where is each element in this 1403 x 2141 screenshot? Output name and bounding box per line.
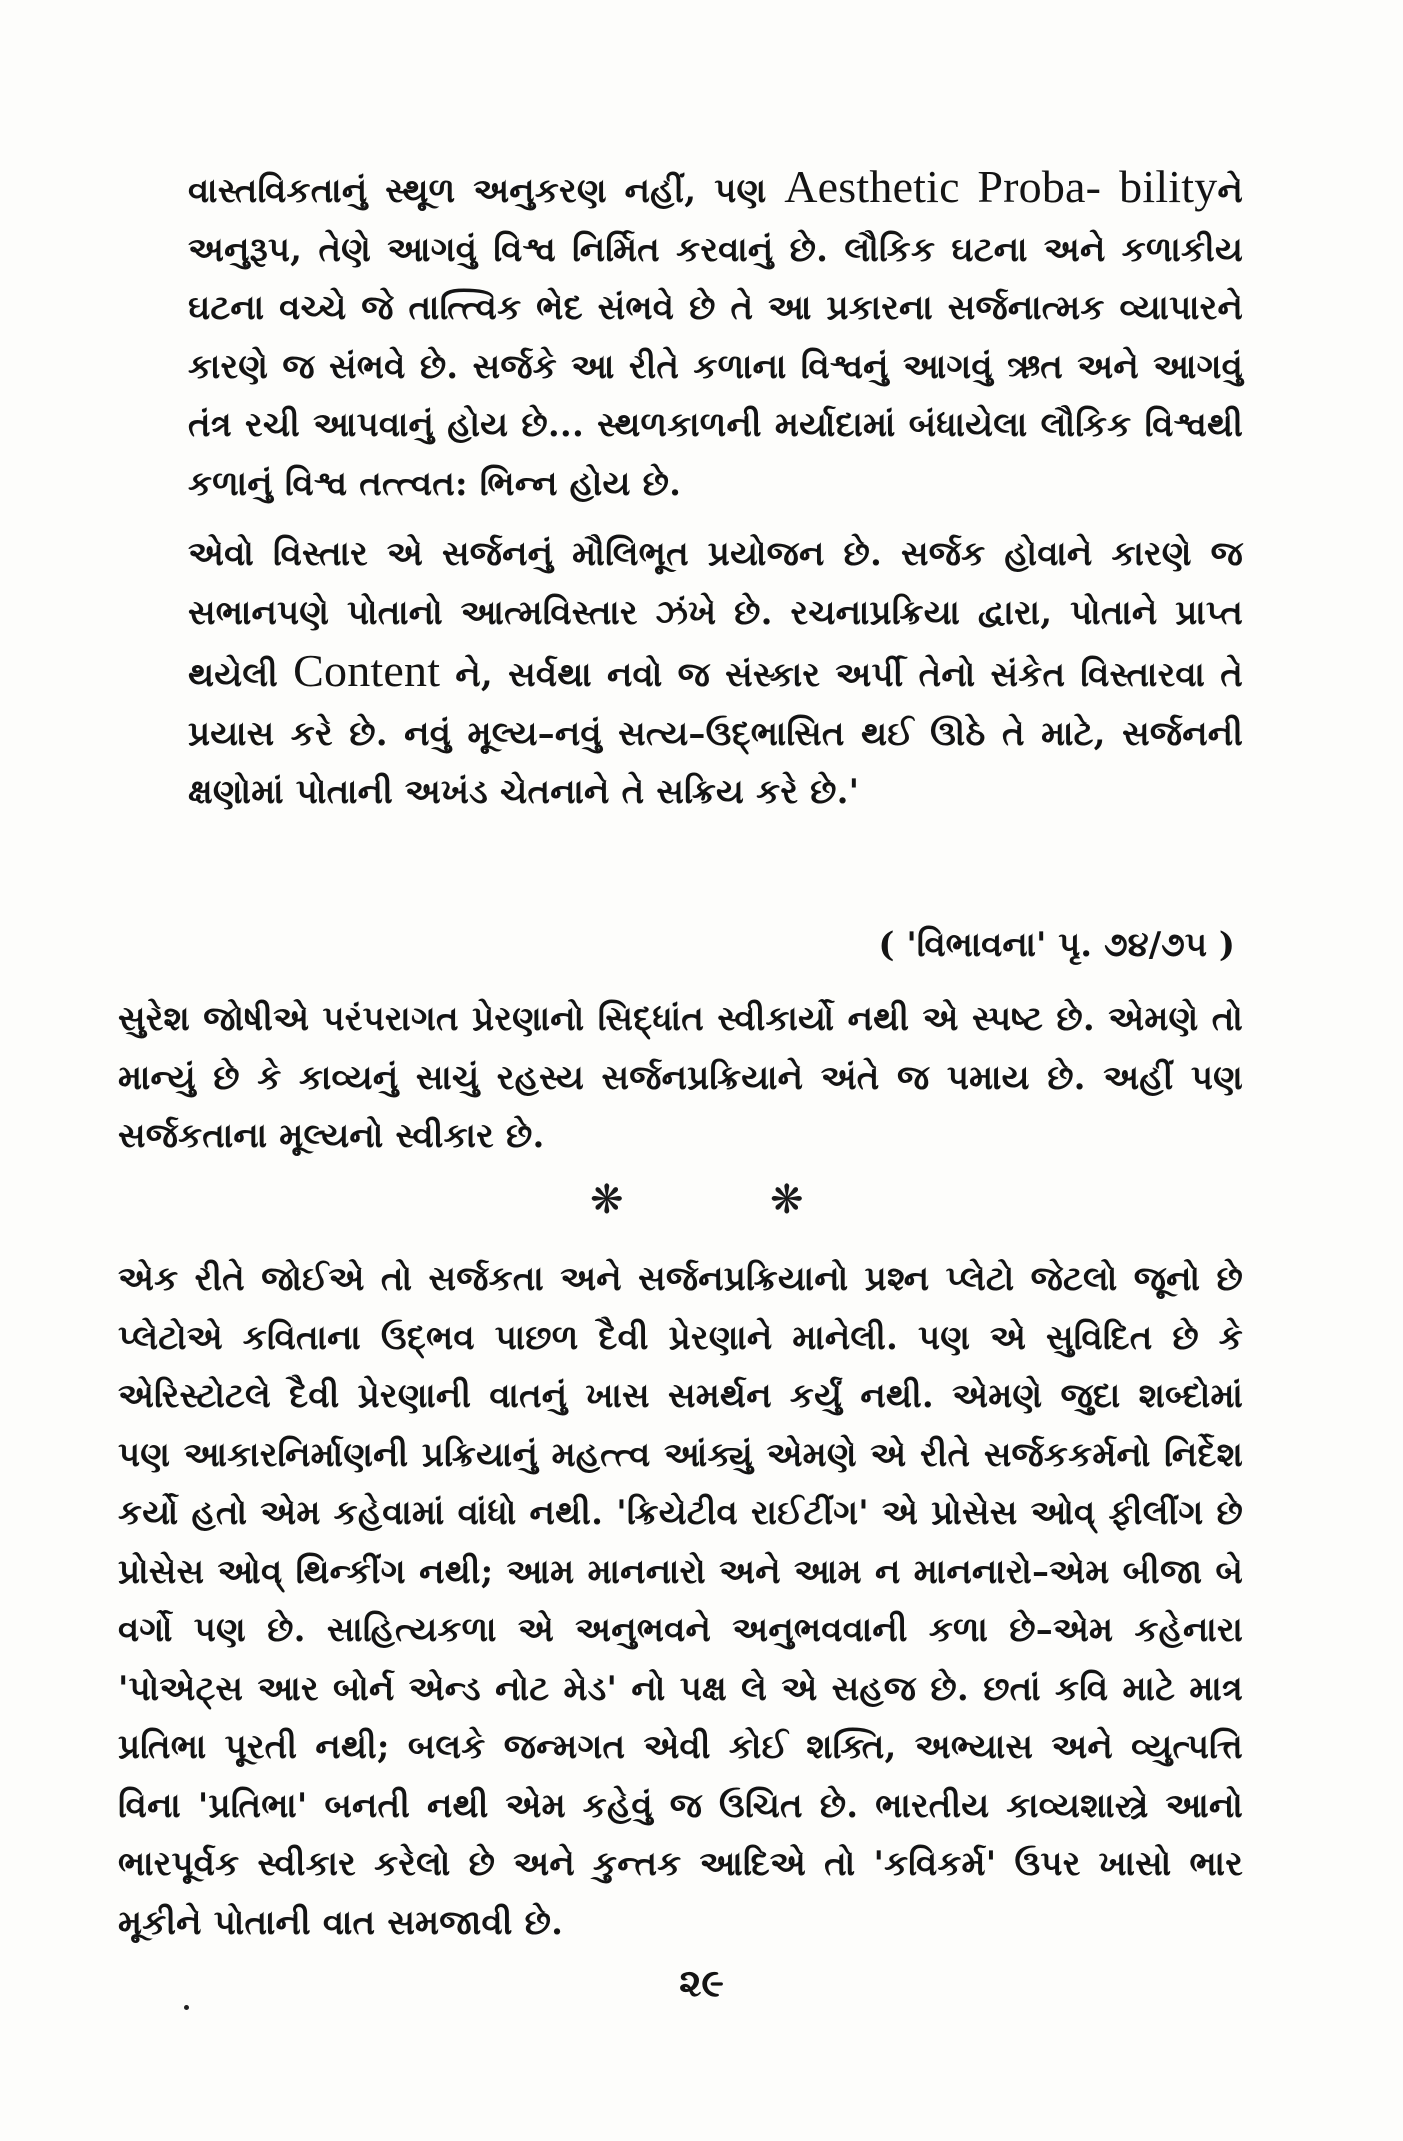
asterism-icon: ❋ (590, 1177, 624, 1223)
body-paragraph-2: એક રીતે જોઈએ તો સર્જકતા અને સર્જનપ્રક્રિયાનો પ્રશ્ન પ્લેટો જેટલો જૂનો છે પ્લેટોએ કવિતાના ઉદ્ભવ પાછળ દૈવી પ્રેરણાને માનેલી. પણ એ સુવિદિત છે કે એરિસ્ટોટલે દૈવી પ્રેરણાની વાતનું ખાસ સમર્થન કર્યું નથી. એમણે જુદા શબ્દોમાં પણ આકારનિર્માણની પ્રક્રિયાનું મહત્ત્વ આંક્યું એમણે એ રીતે સર્જકકર્મનો નિર્દેશ કર્યો હતો એમ કહેવામાં વાંધો નથી. 'ક્રિયેટીવ રાઈટીંગ' એ પ્રોસેસ ઓવ્ ફીલીંગ છે પ્રોસેસ ઓવ્ થિન્કીંગ નથી; આમ માનનારો અને આમ ન માનનારો–એમ બીજા બે વર્ગો પણ છે. સાહિત્યકળા એ અનુભવને અનુભવવાની કળા છે–એમ કહેનારા 'પોએટ્સ આર બોર્ન એન્ડ નોટ મેડ' નો પક્ષ લે એ સહજ છે. છતાં કવિ માટે માત્ર પ્રતિભા પૂરતી નથી; બલકે જન્મગત એવી કોઈ શક્તિ, અભ્યાસ અને વ્યુત્પત્તિ વિના 'પ્રતિભા' બનતી નથી એમ કહેવું જ ઉચિત છે. ભારતીય કાવ્યશાસ્ત્રે આનો ભારપૂર્વક સ્વીકાર કરેલો છે અને કુન્તક આદિએ તો 'કવિકર્મ' ઉપર ખાસો ભાર મૂકીને પોતાની વાત સમજાવી છે. (118, 1259, 1243, 1943)
quote-text: એવો વિસ્તાર એ સર્જનનું મૌલિભૂત પ્રયોજન છે. સર્જક હોવાને કારણે જ સભાનપણે પોતાનો આત્મવિસ્તાર ઝંખે છે. રચનાપ્રક્રિયા દ્વારા, પોતાને પ્રાપ્ત થયેલી (188, 534, 1243, 695)
latin-term: Content (293, 645, 441, 696)
quote-paragraph-2 (188, 525, 1243, 822)
body-paragraph-2-container (118, 1250, 1243, 1952)
section-separator (0, 1175, 1403, 1225)
asterism-icon: ❋ (770, 1177, 804, 1223)
quote-text: ને, સર્વથા નવો જ સંસ્કાર અર્પી તેનો સંકેત વિસ્તારવા તે પ્રયાસ કરે છે. નવું મૂલ્ય–નવું સત્ય–ઉદ્ભાસિત થઈ ઊઠે તે માટે, સર્જનની ક્ષણોમાં પોતાની અખંડ ચેતનાને તે સક્રિય કરે છે.' (188, 655, 1243, 812)
body-paragraph-1: સુરેશ જોષીએ પરંપરાગત પ્રેરણાનો સિદ્ધાંત સ્વીકાર્યો નથી એ સ્પષ્ટ છે. એમણે તો માન્યું છે કે કાવ્યનું સાચું રહસ્ય સર્જનપ્રક્રિયાને અંતે જ પમાય છે. અહીં પણ સર્જકતાના મૂલ્યનો સ્વીકાર છે. (118, 999, 1243, 1156)
page-number: ૨૯ (679, 1960, 724, 2005)
quote-text: ને અનુરૂપ, તેણે આગવું વિશ્વ નિર્મિત કરવાનું છે. લૌકિક ઘટના અને કળાકીય ઘટના વચ્ચે જે તાત્ત્વિક ભેદ સંભવે છે તે આ પ્રકારના સર્જનાત્મક વ્યાપારને કારણે જ સંભવે છે. સર્જકે આ રીતે કળાના વિશ્વનું આગવું ઋત અને આગવું તંત્ર રચી આપવાનું હોય છે... સ્થળકાળની મર્યાદામાં બંધાયેલા લૌકિક વિશ્વથી કળાનું વિશ્વ તત્ત્વત: ભિન્ન હોય છે. (188, 171, 1243, 504)
latin-term: Aesthetic Proba- (784, 161, 1102, 212)
citation: ( 'વિભાવના' પૃ. ૭૪/૭૫ ) (878, 925, 1235, 965)
latin-term: bility (1119, 161, 1218, 212)
quote-text: વાસ્તવિકતાનું સ્થૂળ અનુકરણ નહીં, પણ (188, 171, 767, 211)
body-paragraph-1-container (118, 990, 1243, 1166)
quote-paragraph-1 (188, 158, 1243, 513)
quoted-passage (188, 158, 1243, 822)
